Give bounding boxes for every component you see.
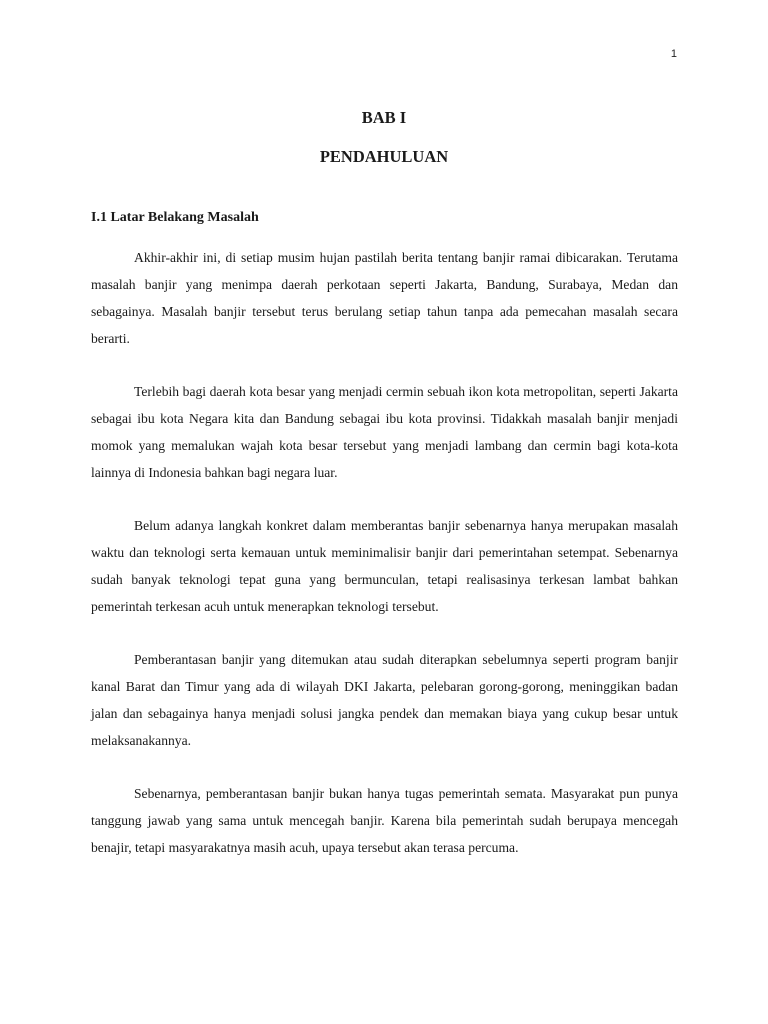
paragraph: Pemberantasan banjir yang ditemukan atau sudah diterapkan sebelumnya seperti program banjir kanal Barat dan Timur yang ada di wilayah DKI Jakarta, pelebaran gorong-gorong, meninggikan badan jalan dan sebagainya hanya menjadi solusi jangka pendek dan memakan biaya yang cukup besar untuk melaksanakannya. bbox=[91, 652, 678, 748]
section-heading: I.1 Latar Belakang Masalah bbox=[91, 210, 259, 225]
chapter-label: BAB I bbox=[361, 108, 407, 127]
paragraph: Sebenarnya, pemberantasan banjir bukan hanya tugas pemerintah semata. Masyarakat pun punya tanggung jawab yang sama untuk mencegah banjir. Karena bila pemerintah sudah berupaya mencegah benajir, tetapi masyarakatnya masih acuh, upaya tersebut akan terasa percuma. bbox=[91, 786, 678, 855]
paragraph: Akhir-akhir ini, di setiap musim hujan pastilah berita tentang banjir ramai dibicarakan. Terutama masalah banjir yang menimpa daerah perkotaan seperti Jakarta, Bandung, Surabaya, Medan dan sebagainya. Masalah banjir tersebut terus berulang setiap tahun tanpa ada pemecahan masalah secara berarti. bbox=[91, 250, 678, 346]
page-number: 1 bbox=[670, 48, 677, 60]
document-body bbox=[91, 244, 678, 887]
paragraph: Terlebih bagi daerah kota besar yang menjadi cermin sebuah ikon kota metropolitan, seperti Jakarta sebagai ibu kota Negara kita dan Bandung sebagai ibu kota provinsi. Tidakkah masalah banjir menjadi momok yang memalukan wajah kota besar tersebut yang menjadi lambang dan cermin bagi kota-kota lainnya di Indonesia bahkan bagi negara luar. bbox=[91, 384, 678, 480]
chapter-title: PENDAHULUAN bbox=[319, 147, 449, 166]
paragraph: Belum adanya langkah konkret dalam memberantas banjir sebenarnya hanya merupakan masalah waktu dan teknologi serta kemauan untuk meminimalisir banjir dari pemerintahan setempat. Sebenarnya sudah banyak teknologi tepat guna yang bermunculan, tetapi realisasinya terkesan lambat bahkan pemerintah terkesan acuh untuk menerapkan teknologi tersebut. bbox=[91, 518, 678, 614]
